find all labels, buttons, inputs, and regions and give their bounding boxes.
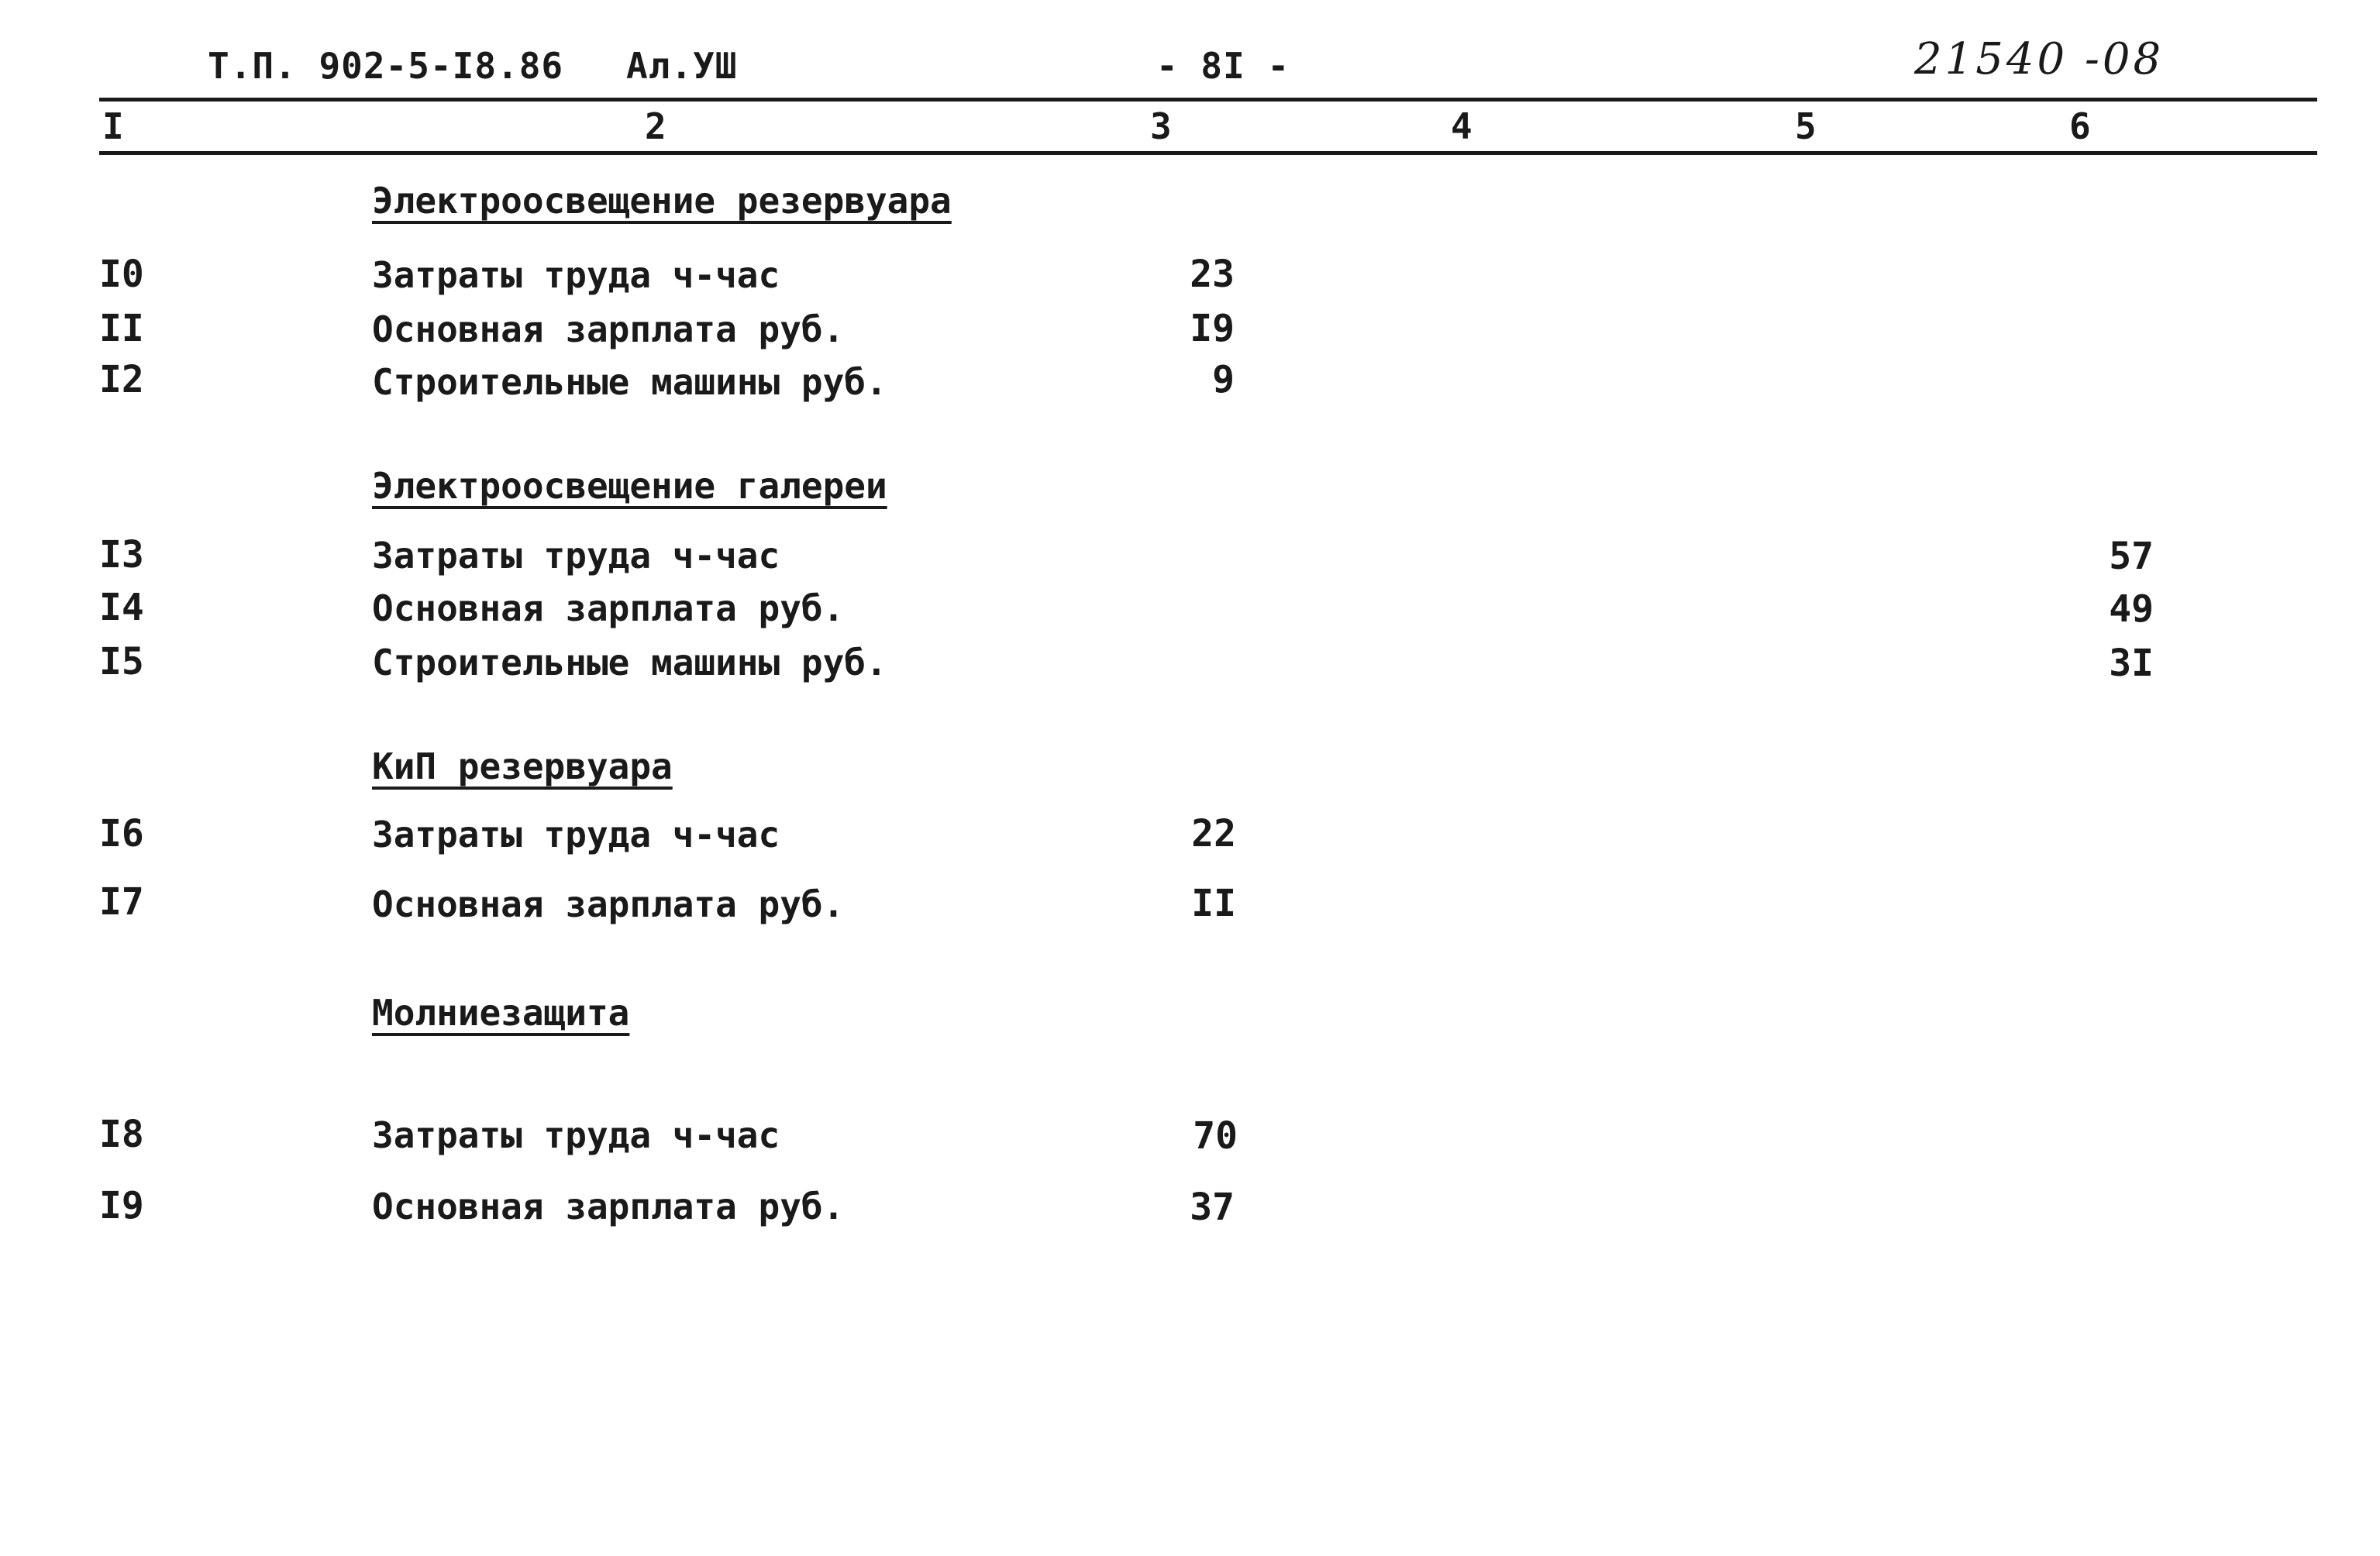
row-value-col3: 23 [1190, 253, 1235, 296]
row-label: Основная зарплата руб. [372, 883, 845, 925]
row-number: I9 [99, 1184, 144, 1227]
row-value-col3: 37 [1190, 1186, 1235, 1229]
row-label: Строительные машины руб. [372, 361, 887, 403]
row-number: I0 [99, 253, 144, 296]
row-label: Затраты труда ч-час [372, 814, 780, 855]
row-number: I7 [99, 880, 144, 924]
column-header-4: 4 [1451, 105, 1472, 147]
section-title: Электроосвещение резервуара [372, 180, 952, 222]
row-label: Основная зарплата руб. [372, 587, 845, 629]
row-label: Затраты труда ч-час [372, 535, 780, 577]
row-value-col3: 70 [1193, 1114, 1238, 1158]
column-header-1: I [102, 105, 124, 147]
row-number: II [99, 307, 144, 350]
row-value-col6: 3I [2109, 642, 2154, 685]
header-bottom-rule [99, 151, 2317, 155]
row-label: Затраты труда ч-час [372, 254, 780, 296]
row-label: Основная зарплата руб. [372, 1186, 845, 1227]
column-header-5: 5 [1795, 105, 1817, 147]
column-header-2: 2 [645, 105, 666, 147]
row-value-col6: 49 [2109, 587, 2154, 631]
row-value-col3: II [1191, 882, 1236, 925]
row-number: I5 [99, 640, 144, 683]
section-title: КиП резервуара [372, 745, 673, 787]
row-number: I4 [99, 586, 144, 629]
doc-code: Т.П. 902-5-I8.86 [208, 45, 564, 87]
row-number: I3 [99, 533, 144, 577]
column-header-6: 6 [2069, 105, 2091, 147]
section-title: Электроосвещение галереи [372, 465, 887, 507]
row-value-col3: 22 [1191, 812, 1236, 855]
row-label: Основная зарплата руб. [372, 308, 845, 350]
row-value-col3: 9 [1212, 358, 1235, 401]
row-value-col6: 57 [2109, 535, 2154, 578]
row-number: I6 [99, 812, 144, 855]
row-label: Строительные машины руб. [372, 642, 887, 683]
row-value-col3: I9 [1190, 307, 1235, 350]
row-label: Затраты труда ч-час [372, 1114, 780, 1156]
header-top-rule [99, 98, 2317, 102]
column-header-3: 3 [1150, 105, 1172, 147]
album-label: Ал.УШ [626, 45, 738, 87]
row-number: I8 [99, 1113, 144, 1156]
section-title: Молниезащита [372, 992, 630, 1034]
row-number: I2 [99, 358, 144, 401]
inventory-number: 21540 -08 [1914, 34, 2165, 84]
page-number: - 8I - [1156, 45, 1290, 87]
